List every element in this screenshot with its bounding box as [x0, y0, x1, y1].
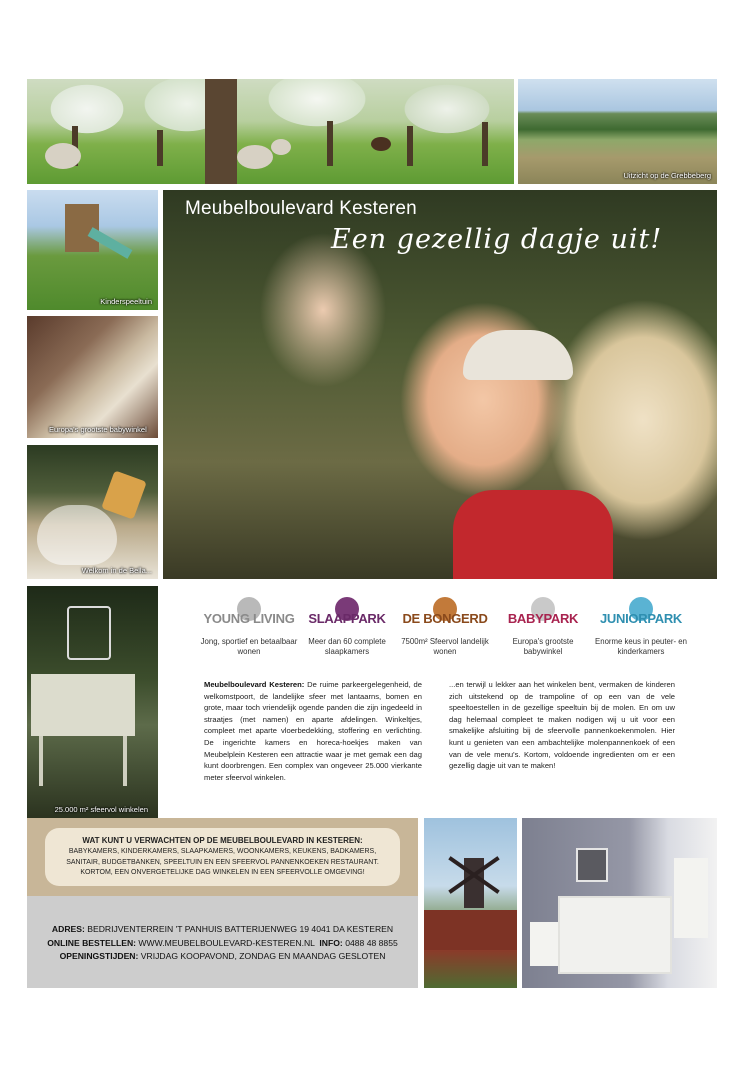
windmill-photo [424, 818, 517, 988]
brand-juniorpark[interactable] [592, 597, 690, 657]
website-link[interactable]: WWW.MEUBELBOULEVARD-KESTEREN.NL [138, 937, 315, 948]
candelabra [67, 606, 111, 660]
address-value: BEDRIJVENTERREIN 'T PANHUIS BATTERIJENWEG 19 4041 DA KESTEREN [87, 924, 394, 934]
brand-de-bongerd[interactable] [396, 597, 494, 657]
tree-trunk [327, 121, 333, 166]
expectations-line: BABYKAMERS, KINDERKAMERS, SLAAPKAMERS, WOONKAMERS, KEUKENS, BADKAMERS, [68, 848, 377, 855]
grebbeberg-photo [518, 79, 717, 184]
tree-trunk [482, 122, 488, 166]
online-line [27, 937, 418, 951]
body-right-column [449, 679, 675, 772]
boy-jacket [453, 490, 613, 579]
brand-name: YOUNG LIVING [203, 611, 295, 626]
tree-trunk [205, 79, 237, 184]
wafer [101, 470, 147, 519]
desk [31, 674, 135, 736]
expectations-title: WAT KUNT U VERWACHTEN OP DE MEUBELBOULEVARD IN KESTEREN: [82, 836, 363, 845]
sheep [45, 143, 81, 169]
playground-photo [27, 190, 158, 310]
babystore-photo [27, 316, 158, 438]
sheep [371, 137, 391, 151]
address-label: ADRES: [51, 924, 85, 934]
hero-photo [163, 190, 717, 579]
expectations-line: KORTOM, EEN ONVERGETELIJKE DAG WINKELEN IN EEN SFEERVOLLE OMGEVING! [80, 869, 365, 876]
tree-trunk [407, 126, 413, 166]
brand-name: SLAAPPARK [308, 611, 386, 626]
body-left-text: De ruime parkeergelegenheid, de welkomstpoort, de landelijke sfeer met lantaarns, bomen en grote, maar toch vriendelijk ogende panden die zijn ingedeeld in straatjes (met namen) en aparte afdelingen. Winkeltjes, compleet met aparte vloerbedekking, stoffering en verlichting. De ingerichte kamers en horeca-hoekjes maken van Meubelplein Kesteren een attractie waar je met gemak een dag kunt doorbrengen. Een complex van ongeveer 25.000 vierkante meter sfeervol winkelen. [204, 680, 422, 782]
dessert-photo [27, 445, 158, 579]
hero-tagline: Een gezellig dagje uit! [331, 224, 663, 255]
body-right-text: ...en terwijl u lekker aan het winkelen bent, vermaken de kinderen zich uitstekend op de trampoline of op een van de vele speeltoestellen in de gezellige speeltuin bij de molen. En om uw dag helemaal compleet te maken nodigen wij u uit voor een smakelijke afsluiting bij de sfeervolle pannenkoekenmolen. Hier kunt u genieten van een ambachtelijke molenpannenkoek of een van de vele menu's. Kortom, voldoende ingredienten om er een gezellig dagje uit van te maken! [449, 680, 675, 771]
dessert-glass [37, 505, 117, 565]
sheep [237, 145, 273, 169]
desk-leg [123, 736, 127, 786]
info-label: INFO: [319, 937, 343, 948]
address-line [27, 923, 418, 937]
brand-desc: Europa's grootste babywinkel [512, 637, 574, 656]
expectations-panel [45, 828, 400, 886]
photo-caption: Uitzicht op de Grebbeberg [623, 171, 711, 180]
hero-title: Meubelboulevard Kesteren [185, 198, 417, 219]
tree-trunk [157, 130, 163, 166]
sheep [271, 139, 291, 155]
brand-logos [200, 597, 690, 669]
expectations-line: SANITAIR, BUDGETBANKEN, SPEELTUIN EN EEN SFEERVOL PANNENKOEKEN RESTAURANT. [66, 858, 379, 866]
boy-cap [463, 330, 573, 380]
expectations-box [27, 818, 418, 896]
body-lead: Meubelboulevard Kesteren: [204, 680, 305, 689]
brand-young-living[interactable] [200, 597, 298, 657]
orchard-photo [27, 79, 514, 184]
phone-number: 0488 48 8855 [345, 937, 398, 948]
brand-name: BABYPARK [507, 611, 579, 626]
brand-desc: Enorme keus in peuter- en kinderkamers [595, 637, 687, 656]
opening-label: OPENINGSTIJDEN: [59, 951, 139, 961]
online-label: ONLINE BESTELLEN: [47, 937, 137, 948]
desk-leg [39, 736, 43, 786]
brand-desc: 7500m² Sfeervol landelijk wonen [401, 637, 489, 656]
brand-name: JUNIORPARK [600, 611, 682, 626]
cabinet [674, 858, 708, 938]
opening-line [27, 950, 418, 964]
expectations-body [45, 847, 400, 879]
brand-desc: Meer dan 60 complete slaapkamers [308, 637, 386, 656]
photo-caption: Welkom in de Bella... [81, 566, 152, 575]
farmhouse-roof [424, 910, 517, 950]
interior-photo [27, 586, 158, 818]
kidsroom-photo [522, 818, 717, 988]
wall-picture [576, 848, 608, 882]
nightstand [530, 922, 558, 966]
opening-value: VRIJDAG KOOPAVOND, ZONDAG EN MAANDAG GESLOTEN [140, 951, 386, 961]
photo-caption: Kinderspeeltuin [100, 297, 152, 306]
brand-babypark[interactable] [494, 597, 592, 657]
brand-name: DE BONGERD [402, 611, 488, 626]
brand-slaappark[interactable] [298, 597, 396, 657]
photo-caption: Europa's grootste babywinkel [49, 425, 147, 434]
brand-desc: Jong, sportief en betaalbaar wonen [200, 637, 298, 656]
address-box [27, 896, 418, 988]
body-left-column [204, 679, 422, 783]
bed [558, 896, 672, 974]
photo-caption: 25.000 m² sfeervol winkelen [54, 805, 148, 814]
